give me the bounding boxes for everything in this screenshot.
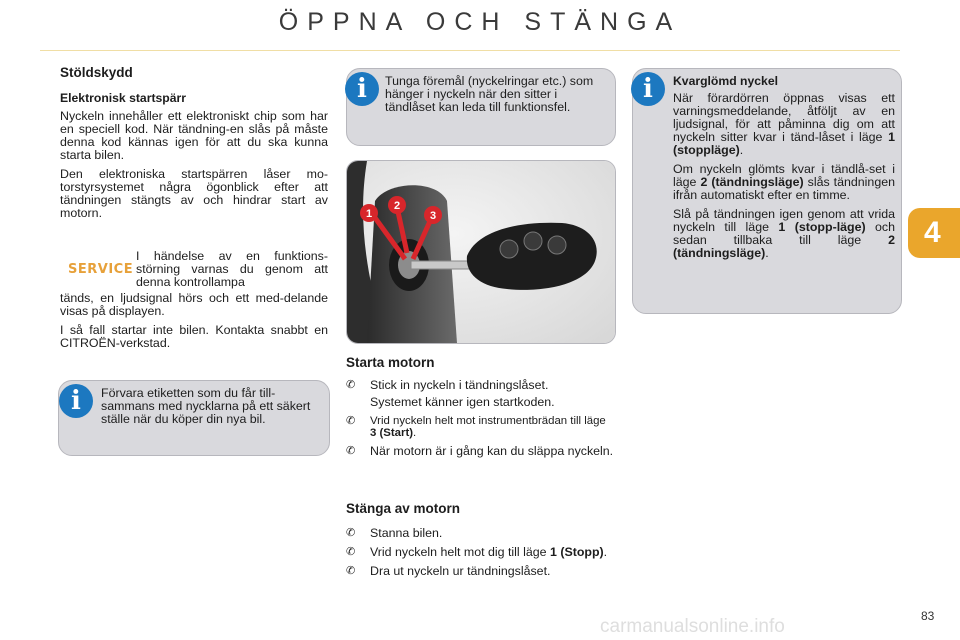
hand-bullet-icon: ✆ xyxy=(346,415,356,427)
hand-bullet-icon: ✆ xyxy=(346,565,356,577)
info-text-label: Förvara etiketten som du får till-sammans med nycklarna på ett säkert ställe när du köper din nya bil. xyxy=(101,386,311,426)
paragraph-end: . xyxy=(765,246,769,260)
list-item xyxy=(346,379,614,409)
paragraph-service-b: tänds, en ljudsignal hörs och ett med-delande visas på displayen. xyxy=(60,291,328,318)
info-box-forgotten-key xyxy=(632,68,902,314)
paragraph-chip: Nyckeln innehåller ett elektroniskt chip som har en speciell kod. När tändning-en slås på måste denna kod kännas igen för att du ska kunna starta bilen. xyxy=(60,109,328,162)
hand-bullet-icon: ✆ xyxy=(346,546,356,558)
info-box-keyring xyxy=(346,68,616,146)
service-paragraph-part1 xyxy=(136,250,328,295)
hand-bullet-icon: ✆ xyxy=(346,379,356,391)
left-column xyxy=(60,66,328,226)
info-icon: i xyxy=(631,72,665,106)
paragraph-forgotten-2: Om nyckeln glömts kvar i tändlå-set i läge xyxy=(673,162,895,189)
step-emphasis: 3 (Start) xyxy=(370,427,414,439)
callout-label-1: 1 xyxy=(365,208,373,220)
step-text: När motorn är i gång kan du släppa nyckeln. xyxy=(370,444,614,458)
paragraph-forgotten-3: Slå på tändningen igen genom att vrida nyckeln till läge xyxy=(673,207,895,234)
emphasis-ignition: 2 (tändningsläge) xyxy=(700,175,804,189)
start-steps xyxy=(346,379,614,458)
paragraph-service-a: I händelse av en funktions-störning varnas du genom att denna kontrollampa xyxy=(136,249,328,289)
info-icon: i xyxy=(345,72,379,106)
page-title: ÖPPNA OCH STÄNGA xyxy=(278,8,682,36)
forgotten-key-text xyxy=(673,75,895,266)
paragraph-mid: och sedan tillbaka till läge xyxy=(673,220,896,247)
callout-label-3: 3 xyxy=(429,210,437,222)
list-item xyxy=(346,565,614,578)
paragraph-end: slås tändningen ifrån automatiskt efter en timme. xyxy=(673,175,896,202)
hand-bullet-icon: ✆ xyxy=(346,445,356,457)
paragraph-startsparr: Den elektroniska startspärren låser mo-torstyrsystemet några ögonblick efter att tändningen stängts av och hindrar start av motorn. xyxy=(60,167,328,220)
step-end: . xyxy=(603,545,608,559)
step-emphasis: 1 (Stopp) xyxy=(549,545,604,559)
emphasis-stop: 1 (stoppläge) xyxy=(673,130,895,157)
key-blade xyxy=(411,261,471,269)
subheading-forgotten-key: Kvarglömd nyckel xyxy=(673,74,778,88)
paragraph-end: . xyxy=(739,143,744,157)
step-text: Vrid nyckeln helt mot instrumentbrädan till läge xyxy=(370,415,606,427)
hand-bullet-icon: ✆ xyxy=(346,527,356,539)
section-heading-stop: Stänga av motorn xyxy=(346,501,461,516)
step-text: Vrid nyckeln helt mot dig till läge xyxy=(370,545,550,559)
ignition-key-illustration xyxy=(346,160,616,344)
step-end: . xyxy=(413,427,417,439)
step-text: Dra ut nyckeln ur tändningslåset. xyxy=(370,564,551,578)
start-section xyxy=(346,356,614,464)
key-button-lock xyxy=(524,232,542,250)
list-item xyxy=(346,415,614,439)
key-button-trunk xyxy=(548,236,566,254)
paragraph-contact: I så fall startar inte bilen. Kontakta snabbt en CITROËN-verkstad. xyxy=(60,323,328,350)
info-icon: i xyxy=(59,384,93,418)
step-text: Stanna bilen. xyxy=(370,526,443,540)
section-heading-start: Starta motorn xyxy=(346,355,435,370)
ignition-key-svg xyxy=(347,161,615,343)
list-item xyxy=(346,527,614,540)
emphasis-ignition: 2 (tändningsläge) xyxy=(673,233,895,260)
watermark: carmanualsonline.info xyxy=(600,616,785,637)
list-item xyxy=(346,546,614,559)
step-text: Stick in nyckeln i tändningslåset. xyxy=(370,378,549,392)
left-column-lower xyxy=(60,292,328,356)
key-button-unlock xyxy=(500,240,518,258)
stop-section xyxy=(346,502,614,584)
chapter-tab[interactable]: 4 xyxy=(908,208,960,258)
stop-steps xyxy=(346,527,614,578)
section-heading-stoldskydd: Stöldskydd xyxy=(60,65,133,80)
info-box-label xyxy=(58,380,330,456)
paragraph-forgotten-1: När förardörren öppnas visas ett varningsmeddelande, åtföljt av en ljudsignal, för att påminna dig om att nyckeln sitter kvar i tänd-låset i läge xyxy=(673,91,895,144)
subheading-startsparr: Elektronisk startspärr xyxy=(60,91,186,105)
info-text-keyring: Tunga föremål (nyckelringar etc.) som hänger i nyckeln när den sitter i tändlåset kan leda till funktionsfel. xyxy=(385,74,594,114)
title-divider xyxy=(40,50,900,51)
emphasis-stop: 1 (stopp-läge) xyxy=(778,220,866,234)
list-item xyxy=(346,445,614,458)
page-number: 83 xyxy=(921,609,935,623)
step-note: Systemet känner igen startkoden. xyxy=(370,395,555,409)
service-warning-icon: SERVICE xyxy=(68,262,134,277)
callout-label-2: 2 xyxy=(393,200,401,212)
